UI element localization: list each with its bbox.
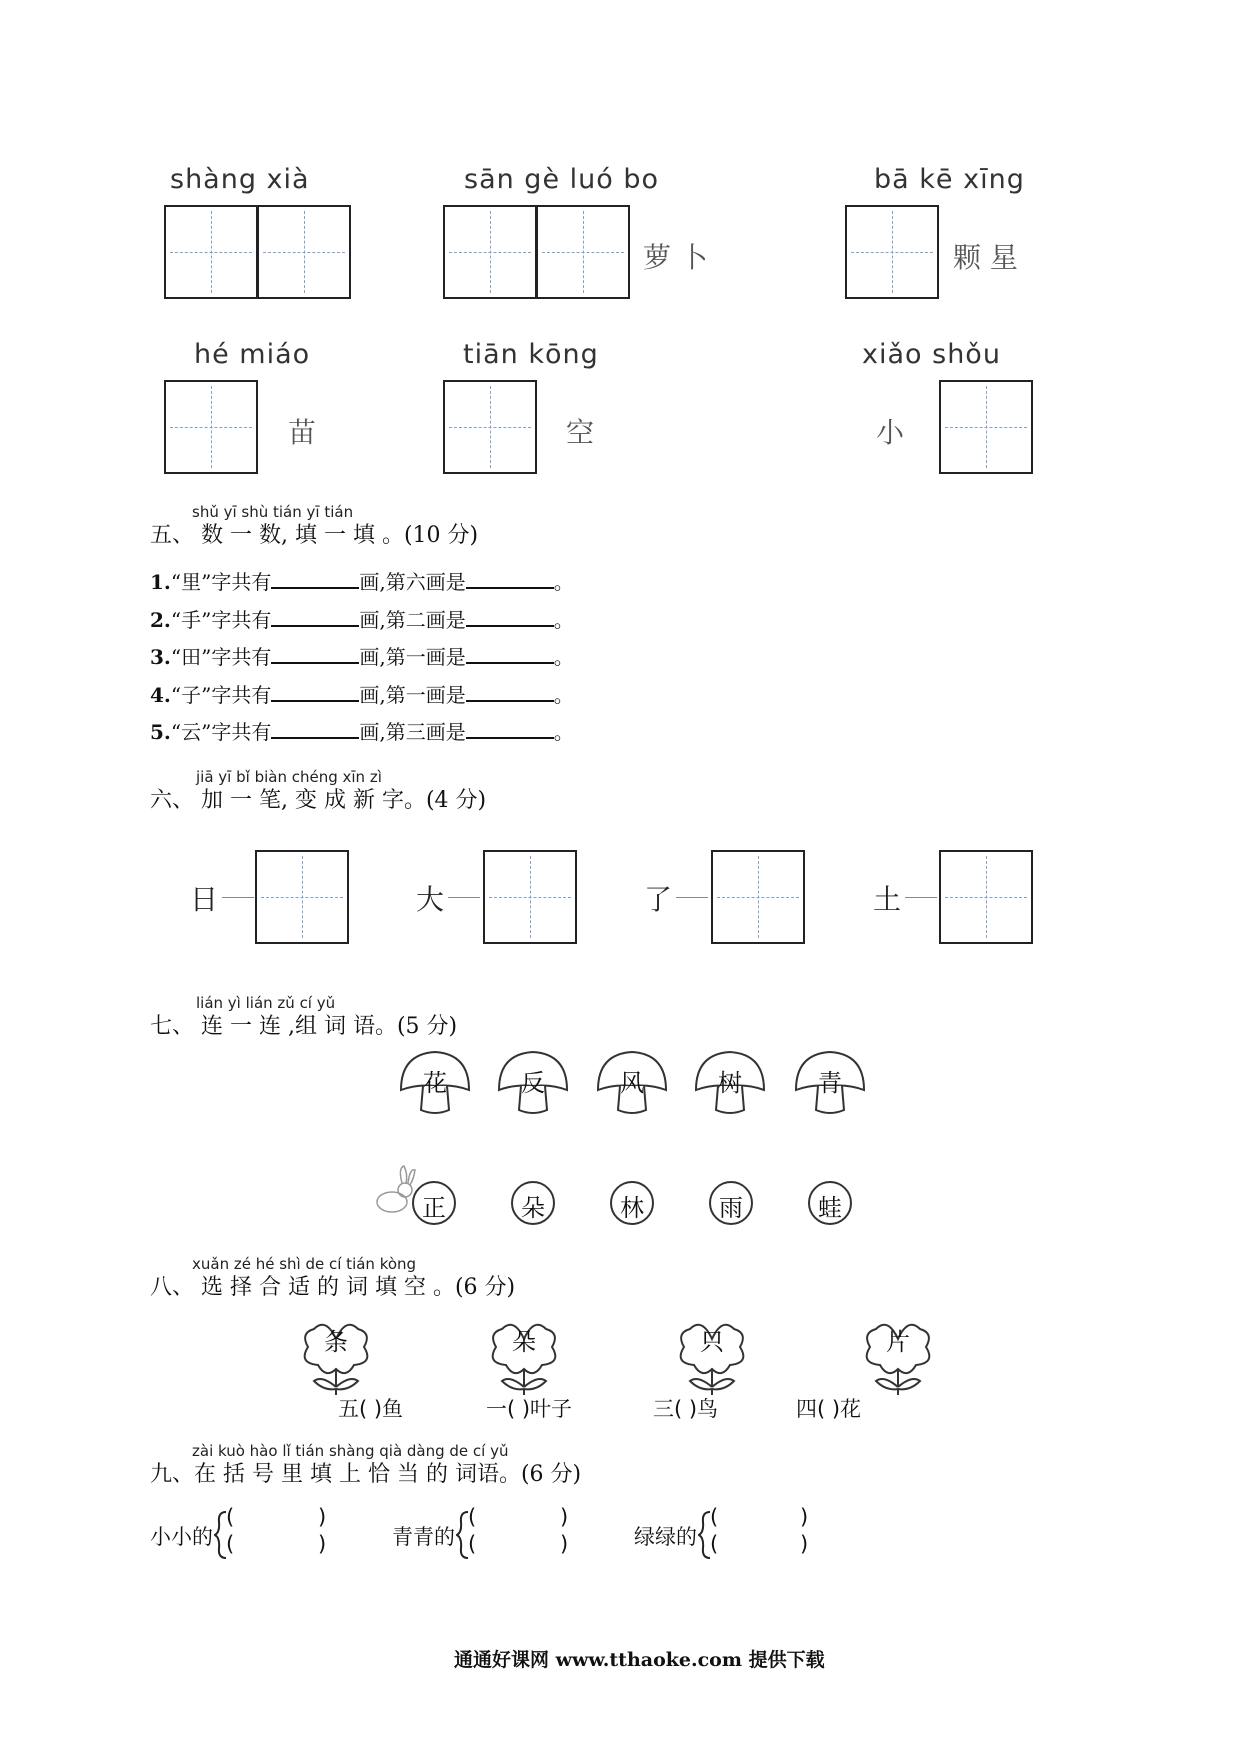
connector-line — [905, 897, 937, 898]
writing-box[interactable] — [443, 380, 537, 474]
given-chars: 萝 卜 — [643, 241, 708, 274]
section-pinyin: jiā yī bǐ biàn chéng xīn zì — [196, 768, 382, 786]
writing-box[interactable] — [483, 850, 577, 944]
writing-box[interactable] — [164, 380, 258, 474]
list-item: 3.“田”字共有 画,第一画是 。 — [150, 645, 574, 669]
circle-char[interactable]: 朵 — [521, 1194, 545, 1222]
answer-blank[interactable] — [271, 569, 359, 589]
section-title: 八、 选 择 合 适 的 词 填 空 。(6 分) — [150, 1275, 516, 1300]
list-item: 2.“手”字共有 画,第二画是 。 — [150, 608, 574, 632]
given-chars: 小 — [876, 416, 905, 449]
answer-blank[interactable] — [271, 644, 359, 664]
fill-blank[interactable]: 一( )叶子 — [486, 1397, 573, 1421]
list-item: 4.“子”字共有 画,第一画是 。 — [150, 683, 574, 707]
paren-open[interactable]: ( — [468, 1532, 477, 1556]
paren-close: ) — [800, 1505, 809, 1529]
base-char: 土 — [873, 883, 902, 916]
writing-box[interactable] — [443, 205, 537, 299]
circle-char[interactable]: 林 — [620, 1194, 644, 1222]
fill-blank[interactable]: 四( )花 — [796, 1397, 862, 1421]
circle-char[interactable]: 正 — [422, 1194, 446, 1222]
writing-box[interactable] — [711, 850, 805, 944]
word-prompt: 绿绿的 — [634, 1525, 697, 1549]
pinyin-label: sān gè luó bo — [464, 164, 660, 195]
fill-blank[interactable]: 五( )鱼 — [338, 1397, 404, 1421]
section-pinyin: xuǎn zé hé shì de cí tián kòng — [192, 1255, 417, 1273]
flower-char: 只 — [700, 1328, 724, 1356]
flower-char: 条 — [324, 1328, 348, 1356]
flower-graphics — [0, 1315, 1240, 1395]
word-prompt: 青青的 — [392, 1525, 455, 1549]
paren-open[interactable]: ( — [226, 1532, 235, 1556]
writing-box[interactable] — [257, 205, 351, 299]
section-pinyin: shǔ yī shù tián yī tián — [192, 503, 354, 521]
writing-box[interactable] — [164, 205, 258, 299]
connector-line — [222, 897, 254, 898]
pinyin-label: bā kē xīng — [874, 164, 1025, 195]
connector-line — [676, 897, 708, 898]
answer-blank[interactable] — [466, 607, 554, 627]
section-pinyin: lián yì lián zǔ cí yǔ — [196, 994, 336, 1012]
connector-line — [448, 897, 480, 898]
paren-close: ) — [560, 1532, 569, 1556]
answer-blank[interactable] — [271, 682, 359, 702]
writing-box[interactable] — [255, 850, 349, 944]
pinyin-label: tiān kōng — [463, 339, 599, 370]
base-char: 大 — [416, 883, 445, 916]
fill-blank[interactable]: 三( )鸟 — [653, 1397, 719, 1421]
circle-char[interactable]: 雨 — [719, 1194, 743, 1222]
paren-close: ) — [318, 1505, 327, 1529]
writing-box[interactable] — [845, 205, 939, 299]
writing-box[interactable] — [939, 850, 1033, 944]
flower-char: 朵 — [512, 1328, 536, 1356]
list-item: 5.“云”字共有 画,第三画是 。 — [150, 720, 574, 744]
answer-blank[interactable] — [271, 607, 359, 627]
answer-blank[interactable] — [271, 719, 359, 739]
mushroom-char[interactable]: 青 — [818, 1069, 842, 1097]
mushroom-char[interactable]: 风 — [620, 1069, 644, 1097]
answer-blank[interactable] — [466, 644, 554, 664]
circle-char[interactable]: 蛙 — [818, 1194, 842, 1222]
mushroom-char[interactable]: 树 — [718, 1069, 742, 1097]
mushroom-char[interactable]: 花 — [423, 1069, 447, 1097]
paren-open[interactable]: ( — [468, 1505, 477, 1529]
answer-blank[interactable] — [466, 682, 554, 702]
flower-char: 片 — [886, 1328, 910, 1356]
paren-open[interactable]: ( — [710, 1505, 719, 1529]
answer-blank[interactable] — [466, 719, 554, 739]
list-item: 1.“里”字共有 画,第六画是 。 — [150, 570, 574, 594]
pinyin-label: hé miáo — [194, 339, 311, 370]
pinyin-label: xiǎo shǒu — [862, 339, 1001, 370]
pinyin-label: shàng xià — [170, 164, 310, 195]
paren-close: ) — [800, 1532, 809, 1556]
footer-credit: 通通好课网 www.tthaoke.com 提供下载 — [454, 1649, 825, 1671]
word-prompt: 小小的 — [150, 1525, 213, 1549]
paren-open[interactable]: ( — [226, 1505, 235, 1529]
section-title: 七、 连 一 连 ,组 词 语。(5 分) — [150, 1014, 458, 1039]
answer-blank[interactable] — [466, 569, 554, 589]
paren-close: ) — [318, 1532, 327, 1556]
section-title: 五、 数 一 数, 填 一 填 。(10 分) — [150, 523, 479, 548]
mushroom-char[interactable]: 反 — [521, 1069, 545, 1097]
given-chars: 苗 — [288, 416, 317, 449]
paren-open[interactable]: ( — [710, 1532, 719, 1556]
base-char: 日 — [190, 883, 219, 916]
given-chars: 颗 星 — [953, 241, 1018, 274]
rabbit-icon — [377, 1166, 415, 1212]
writing-box[interactable] — [536, 205, 630, 299]
writing-box[interactable] — [939, 380, 1033, 474]
section-pinyin: zài kuò hào lǐ tián shàng qià dàng de cí yǔ — [192, 1442, 509, 1460]
base-char: 了 — [644, 883, 673, 916]
paren-close: ) — [560, 1505, 569, 1529]
given-chars: 空 — [566, 416, 595, 449]
section-title: 九、在 括 号 里 填 上 恰 当 的 词语。(6 分) — [150, 1462, 582, 1487]
section-title: 六、 加 一 笔, 变 成 新 字。(4 分) — [150, 788, 487, 813]
